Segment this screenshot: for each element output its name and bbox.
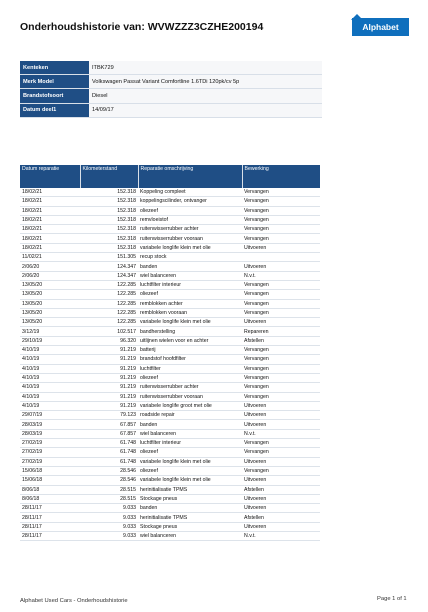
repair-description-cell: wiel balanceren bbox=[138, 271, 242, 280]
repair-date-cell: 28/11/17 bbox=[20, 504, 80, 513]
repair-description-cell: oliezeef bbox=[138, 290, 242, 299]
repair-description-cell: bandherstelling bbox=[138, 327, 242, 336]
repair-date-cell: 29/10/19 bbox=[20, 336, 80, 345]
operation-cell: Vervangen bbox=[242, 373, 320, 382]
table-row bbox=[20, 439, 320, 448]
repair-description-cell: ruitenwisserrubber vooraan bbox=[138, 392, 242, 401]
mileage-cell: 61.748 bbox=[80, 457, 138, 466]
repair-date-cell: 4/10/19 bbox=[20, 346, 80, 355]
repair-date-cell: 18/02/21 bbox=[20, 188, 80, 197]
repair-date-cell: 27/02/19 bbox=[20, 448, 80, 457]
mileage-cell: 152.318 bbox=[80, 243, 138, 252]
table-row bbox=[20, 448, 320, 457]
operation-cell: Vervangen bbox=[242, 355, 320, 364]
operation-cell: Uitvoeren bbox=[242, 401, 320, 410]
table-row bbox=[20, 243, 320, 252]
repair-description-cell: koppelingscilinder, ontvanger bbox=[138, 197, 242, 206]
page-title: Onderhoudshistorie van: WVWZZZ3CZHE200194 bbox=[20, 21, 264, 33]
vehicle-info-label: Kenteken bbox=[20, 61, 89, 75]
table-row bbox=[20, 401, 320, 410]
operation-cell: Uitvoeren bbox=[242, 504, 320, 513]
table-row bbox=[20, 364, 320, 373]
repair-description-cell: wiel balanceren bbox=[138, 531, 242, 540]
repair-date-cell: 28/11/17 bbox=[20, 513, 80, 522]
vehicle-info-row bbox=[20, 103, 322, 117]
mileage-cell: 9.033 bbox=[80, 504, 138, 513]
history-header-row bbox=[20, 165, 320, 188]
repair-description-cell: variabele longlife klein met olie bbox=[138, 243, 242, 252]
mileage-cell: 91.219 bbox=[80, 346, 138, 355]
operation-cell: Uitvoeren bbox=[242, 494, 320, 503]
mileage-cell: 152.318 bbox=[80, 188, 138, 197]
mileage-cell: 28.546 bbox=[80, 476, 138, 485]
vehicle-info-label: Brandstofsoort bbox=[20, 89, 89, 103]
mileage-cell: 124.347 bbox=[80, 262, 138, 271]
table-row bbox=[20, 215, 320, 224]
repair-date-cell: 13/05/20 bbox=[20, 280, 80, 289]
mileage-cell: 96.320 bbox=[80, 336, 138, 345]
mileage-cell: 122.285 bbox=[80, 308, 138, 317]
repair-date-cell: 11/02/21 bbox=[20, 253, 80, 262]
repair-description-cell: remvloeistof bbox=[138, 215, 242, 224]
table-row bbox=[20, 280, 320, 289]
repair-date-cell: 13/05/20 bbox=[20, 299, 80, 308]
operation-cell: Afstellen bbox=[242, 336, 320, 345]
repair-date-cell: 18/02/21 bbox=[20, 197, 80, 206]
repair-date-cell: 4/10/19 bbox=[20, 401, 80, 410]
table-row bbox=[20, 308, 320, 317]
repair-date-cell: 8/06/18 bbox=[20, 485, 80, 494]
mileage-cell: 91.219 bbox=[80, 355, 138, 364]
table-row bbox=[20, 253, 320, 262]
repair-description-cell: remblokken achter bbox=[138, 299, 242, 308]
table-row bbox=[20, 327, 320, 336]
table-row bbox=[20, 476, 320, 485]
table-row bbox=[20, 420, 320, 429]
table-row bbox=[20, 383, 320, 392]
operation-cell: Vervangen bbox=[242, 280, 320, 289]
table-row bbox=[20, 336, 320, 345]
operation-cell: Uitvoeren bbox=[242, 411, 320, 420]
operation-cell: Uitvoeren bbox=[242, 318, 320, 327]
mileage-cell: 61.748 bbox=[80, 448, 138, 457]
table-row bbox=[20, 485, 320, 494]
operation-cell: Uitvoeren bbox=[242, 476, 320, 485]
mileage-cell: 152.318 bbox=[80, 225, 138, 234]
repair-date-cell: 2/06/20 bbox=[20, 271, 80, 280]
mileage-cell: 28.546 bbox=[80, 466, 138, 475]
footer-caption: Alphabet Used Cars - Onderhoudshistorie bbox=[20, 598, 128, 604]
mileage-cell: 9.033 bbox=[80, 513, 138, 522]
table-row bbox=[20, 197, 320, 206]
repair-date-cell: 29/07/19 bbox=[20, 411, 80, 420]
mileage-cell: 124.347 bbox=[80, 271, 138, 280]
mileage-cell: 122.285 bbox=[80, 299, 138, 308]
operation-cell: Uitvoeren bbox=[242, 420, 320, 429]
operation-cell: Vervangen bbox=[242, 439, 320, 448]
vehicle-info-value: ITBK729 bbox=[89, 61, 322, 75]
operation-cell: Vervangen bbox=[242, 308, 320, 317]
table-row bbox=[20, 290, 320, 299]
logo-text: Alphabet bbox=[362, 22, 399, 32]
vehicle-info-table bbox=[20, 61, 322, 118]
repair-description-cell: luchtfilter interieur bbox=[138, 439, 242, 448]
repair-date-cell: 28/03/19 bbox=[20, 420, 80, 429]
operation-cell: Uitvoeren bbox=[242, 457, 320, 466]
operation-cell: N.v.t. bbox=[242, 271, 320, 280]
maintenance-history-table bbox=[20, 165, 320, 541]
repair-description-cell: uitlijnen wielen voor en achter bbox=[138, 336, 242, 345]
repair-description-cell: luchtfilter interieur bbox=[138, 280, 242, 289]
operation-cell: Vervangen bbox=[242, 383, 320, 392]
table-row bbox=[20, 225, 320, 234]
operation-cell: Vervangen bbox=[242, 290, 320, 299]
repair-description-cell: ruitenwisserrubber achter bbox=[138, 383, 242, 392]
history-column-header: Reparatie omschrijving bbox=[138, 165, 242, 188]
repair-date-cell: 4/10/19 bbox=[20, 355, 80, 364]
operation-cell: Vervangen bbox=[242, 448, 320, 457]
repair-date-cell: 13/05/20 bbox=[20, 290, 80, 299]
repair-description-cell: roadside repair bbox=[138, 411, 242, 420]
table-row bbox=[20, 466, 320, 475]
repair-description-cell: ruitenwisserrubber achter bbox=[138, 225, 242, 234]
operation-cell: Vervangen bbox=[242, 392, 320, 401]
vehicle-info-row bbox=[20, 61, 322, 75]
repair-date-cell: 13/05/20 bbox=[20, 318, 80, 327]
mileage-cell: 91.219 bbox=[80, 392, 138, 401]
operation-cell: Vervangen bbox=[242, 206, 320, 215]
repair-description-cell: banden bbox=[138, 262, 242, 271]
operation-cell: Afstellen bbox=[242, 513, 320, 522]
repair-date-cell: 15/06/18 bbox=[20, 466, 80, 475]
repair-date-cell: 18/02/21 bbox=[20, 206, 80, 215]
operation-cell: Vervangen bbox=[242, 188, 320, 197]
mileage-cell: 152.318 bbox=[80, 206, 138, 215]
repair-date-cell: 18/02/21 bbox=[20, 225, 80, 234]
mileage-cell: 9.033 bbox=[80, 522, 138, 531]
repair-description-cell: brandstof hoofdfilter bbox=[138, 355, 242, 364]
operation-cell: N.v.t. bbox=[242, 531, 320, 540]
mileage-cell: 122.285 bbox=[80, 280, 138, 289]
mileage-cell: 122.285 bbox=[80, 290, 138, 299]
history-column-header: Bewerking bbox=[242, 165, 320, 188]
mileage-cell: 28.515 bbox=[80, 494, 138, 503]
mileage-cell: 151.305 bbox=[80, 253, 138, 262]
repair-description-cell: Koppeling compleet bbox=[138, 188, 242, 197]
mileage-cell: 91.219 bbox=[80, 383, 138, 392]
repair-date-cell: 4/10/19 bbox=[20, 392, 80, 401]
alphabet-logo bbox=[352, 18, 409, 36]
operation-cell: Vervangen bbox=[242, 346, 320, 355]
repair-date-cell: 4/10/19 bbox=[20, 383, 80, 392]
repair-description-cell: herinitialisatie TPMS bbox=[138, 485, 242, 494]
logo-triangle-icon bbox=[351, 14, 363, 20]
operation-cell: Vervangen bbox=[242, 225, 320, 234]
table-row bbox=[20, 206, 320, 215]
repair-description-cell: banden bbox=[138, 504, 242, 513]
repair-description-cell: variabele longlife klein met olie bbox=[138, 476, 242, 485]
repair-description-cell: oliezeef bbox=[138, 466, 242, 475]
repair-description-cell: oliezeef bbox=[138, 206, 242, 215]
table-row bbox=[20, 234, 320, 243]
table-row bbox=[20, 494, 320, 503]
vehicle-info-label: Datum deel1 bbox=[20, 103, 89, 117]
operation-cell: Vervangen bbox=[242, 466, 320, 475]
repair-date-cell: 18/02/21 bbox=[20, 243, 80, 252]
mileage-cell: 67.857 bbox=[80, 429, 138, 438]
repair-date-cell: 28/11/17 bbox=[20, 531, 80, 540]
repair-date-cell: 13/05/20 bbox=[20, 308, 80, 317]
repair-date-cell: 2/06/20 bbox=[20, 262, 80, 271]
operation-cell: Vervangen bbox=[242, 197, 320, 206]
operation-cell: Uitvoeren bbox=[242, 243, 320, 252]
repair-date-cell: 27/02/19 bbox=[20, 457, 80, 466]
repair-description-cell: batterij bbox=[138, 346, 242, 355]
table-row bbox=[20, 392, 320, 401]
operation-cell: N.v.t. bbox=[242, 429, 320, 438]
repair-date-cell: 4/10/19 bbox=[20, 364, 80, 373]
mileage-cell: 61.748 bbox=[80, 439, 138, 448]
mileage-cell: 91.219 bbox=[80, 401, 138, 410]
history-column-header: Kilometerstand bbox=[80, 165, 138, 188]
repair-date-cell: 8/06/18 bbox=[20, 494, 80, 503]
vehicle-info-value: 14/09/17 bbox=[89, 103, 322, 117]
history-column-header: Datum reparatie bbox=[20, 165, 80, 188]
mileage-cell: 102.517 bbox=[80, 327, 138, 336]
table-row bbox=[20, 355, 320, 364]
repair-description-cell: oliezeef bbox=[138, 373, 242, 382]
table-row bbox=[20, 457, 320, 466]
mileage-cell: 122.285 bbox=[80, 318, 138, 327]
repair-date-cell: 18/02/21 bbox=[20, 234, 80, 243]
repair-description-cell: wiel balanceren bbox=[138, 429, 242, 438]
table-row bbox=[20, 411, 320, 420]
repair-description-cell: luchtfilter bbox=[138, 364, 242, 373]
operation-cell: Uitvoeren bbox=[242, 262, 320, 271]
repair-description-cell: oliezeef bbox=[138, 448, 242, 457]
repair-description-cell: recup stock bbox=[138, 253, 242, 262]
table-row bbox=[20, 531, 320, 540]
vehicle-info-label: Merk Model bbox=[20, 75, 89, 89]
mileage-cell: 79.123 bbox=[80, 411, 138, 420]
repair-description-cell: variabele longlife klein met olie bbox=[138, 457, 242, 466]
table-row bbox=[20, 504, 320, 513]
table-row bbox=[20, 299, 320, 308]
table-row bbox=[20, 262, 320, 271]
operation-cell: Uitvoeren bbox=[242, 522, 320, 531]
repair-date-cell: 27/02/19 bbox=[20, 439, 80, 448]
table-row bbox=[20, 522, 320, 531]
repair-date-cell: 18/02/21 bbox=[20, 215, 80, 224]
operation-cell bbox=[242, 253, 320, 262]
table-row bbox=[20, 429, 320, 438]
vehicle-info-row bbox=[20, 75, 322, 89]
repair-date-cell: 3/12/19 bbox=[20, 327, 80, 336]
operation-cell: Vervangen bbox=[242, 299, 320, 308]
vehicle-info-value: Diesel bbox=[89, 89, 322, 103]
vehicle-info-value: Volkswagen Passat Variant Comfortline 1.6TDi 120pk/cv 5p bbox=[89, 75, 322, 89]
mileage-cell: 152.318 bbox=[80, 197, 138, 206]
table-row bbox=[20, 188, 320, 197]
repair-description-cell: variabele longlife klein met olie bbox=[138, 318, 242, 327]
operation-cell: Vervangen bbox=[242, 234, 320, 243]
vehicle-info-row bbox=[20, 89, 322, 103]
operation-cell: Repareren bbox=[242, 327, 320, 336]
mileage-cell: 91.219 bbox=[80, 373, 138, 382]
operation-cell: Vervangen bbox=[242, 215, 320, 224]
repair-description-cell: ruitenwisserrubber vooraan bbox=[138, 234, 242, 243]
page-number: Page 1 of 1 bbox=[377, 596, 407, 602]
repair-description-cell: herinitialisatie TPMS bbox=[138, 513, 242, 522]
table-row bbox=[20, 513, 320, 522]
repair-description-cell: remblokken vooraan bbox=[138, 308, 242, 317]
repair-date-cell: 28/03/19 bbox=[20, 429, 80, 438]
table-row bbox=[20, 318, 320, 327]
repair-description-cell: variabele longlife groot met olie bbox=[138, 401, 242, 410]
operation-cell: Afstellen bbox=[242, 485, 320, 494]
mileage-cell: 67.857 bbox=[80, 420, 138, 429]
mileage-cell: 152.318 bbox=[80, 215, 138, 224]
operation-cell: Vervangen bbox=[242, 364, 320, 373]
repair-date-cell: 4/10/19 bbox=[20, 373, 80, 382]
repair-date-cell: 15/06/18 bbox=[20, 476, 80, 485]
table-row bbox=[20, 373, 320, 382]
mileage-cell: 91.219 bbox=[80, 364, 138, 373]
mileage-cell: 28.515 bbox=[80, 485, 138, 494]
table-row bbox=[20, 271, 320, 280]
repair-description-cell: banden bbox=[138, 420, 242, 429]
table-row bbox=[20, 346, 320, 355]
repair-date-cell: 28/11/17 bbox=[20, 522, 80, 531]
mileage-cell: 9.033 bbox=[80, 531, 138, 540]
repair-description-cell: Stockage pneus bbox=[138, 522, 242, 531]
repair-description-cell: Stockage pneus bbox=[138, 494, 242, 503]
mileage-cell: 152.318 bbox=[80, 234, 138, 243]
